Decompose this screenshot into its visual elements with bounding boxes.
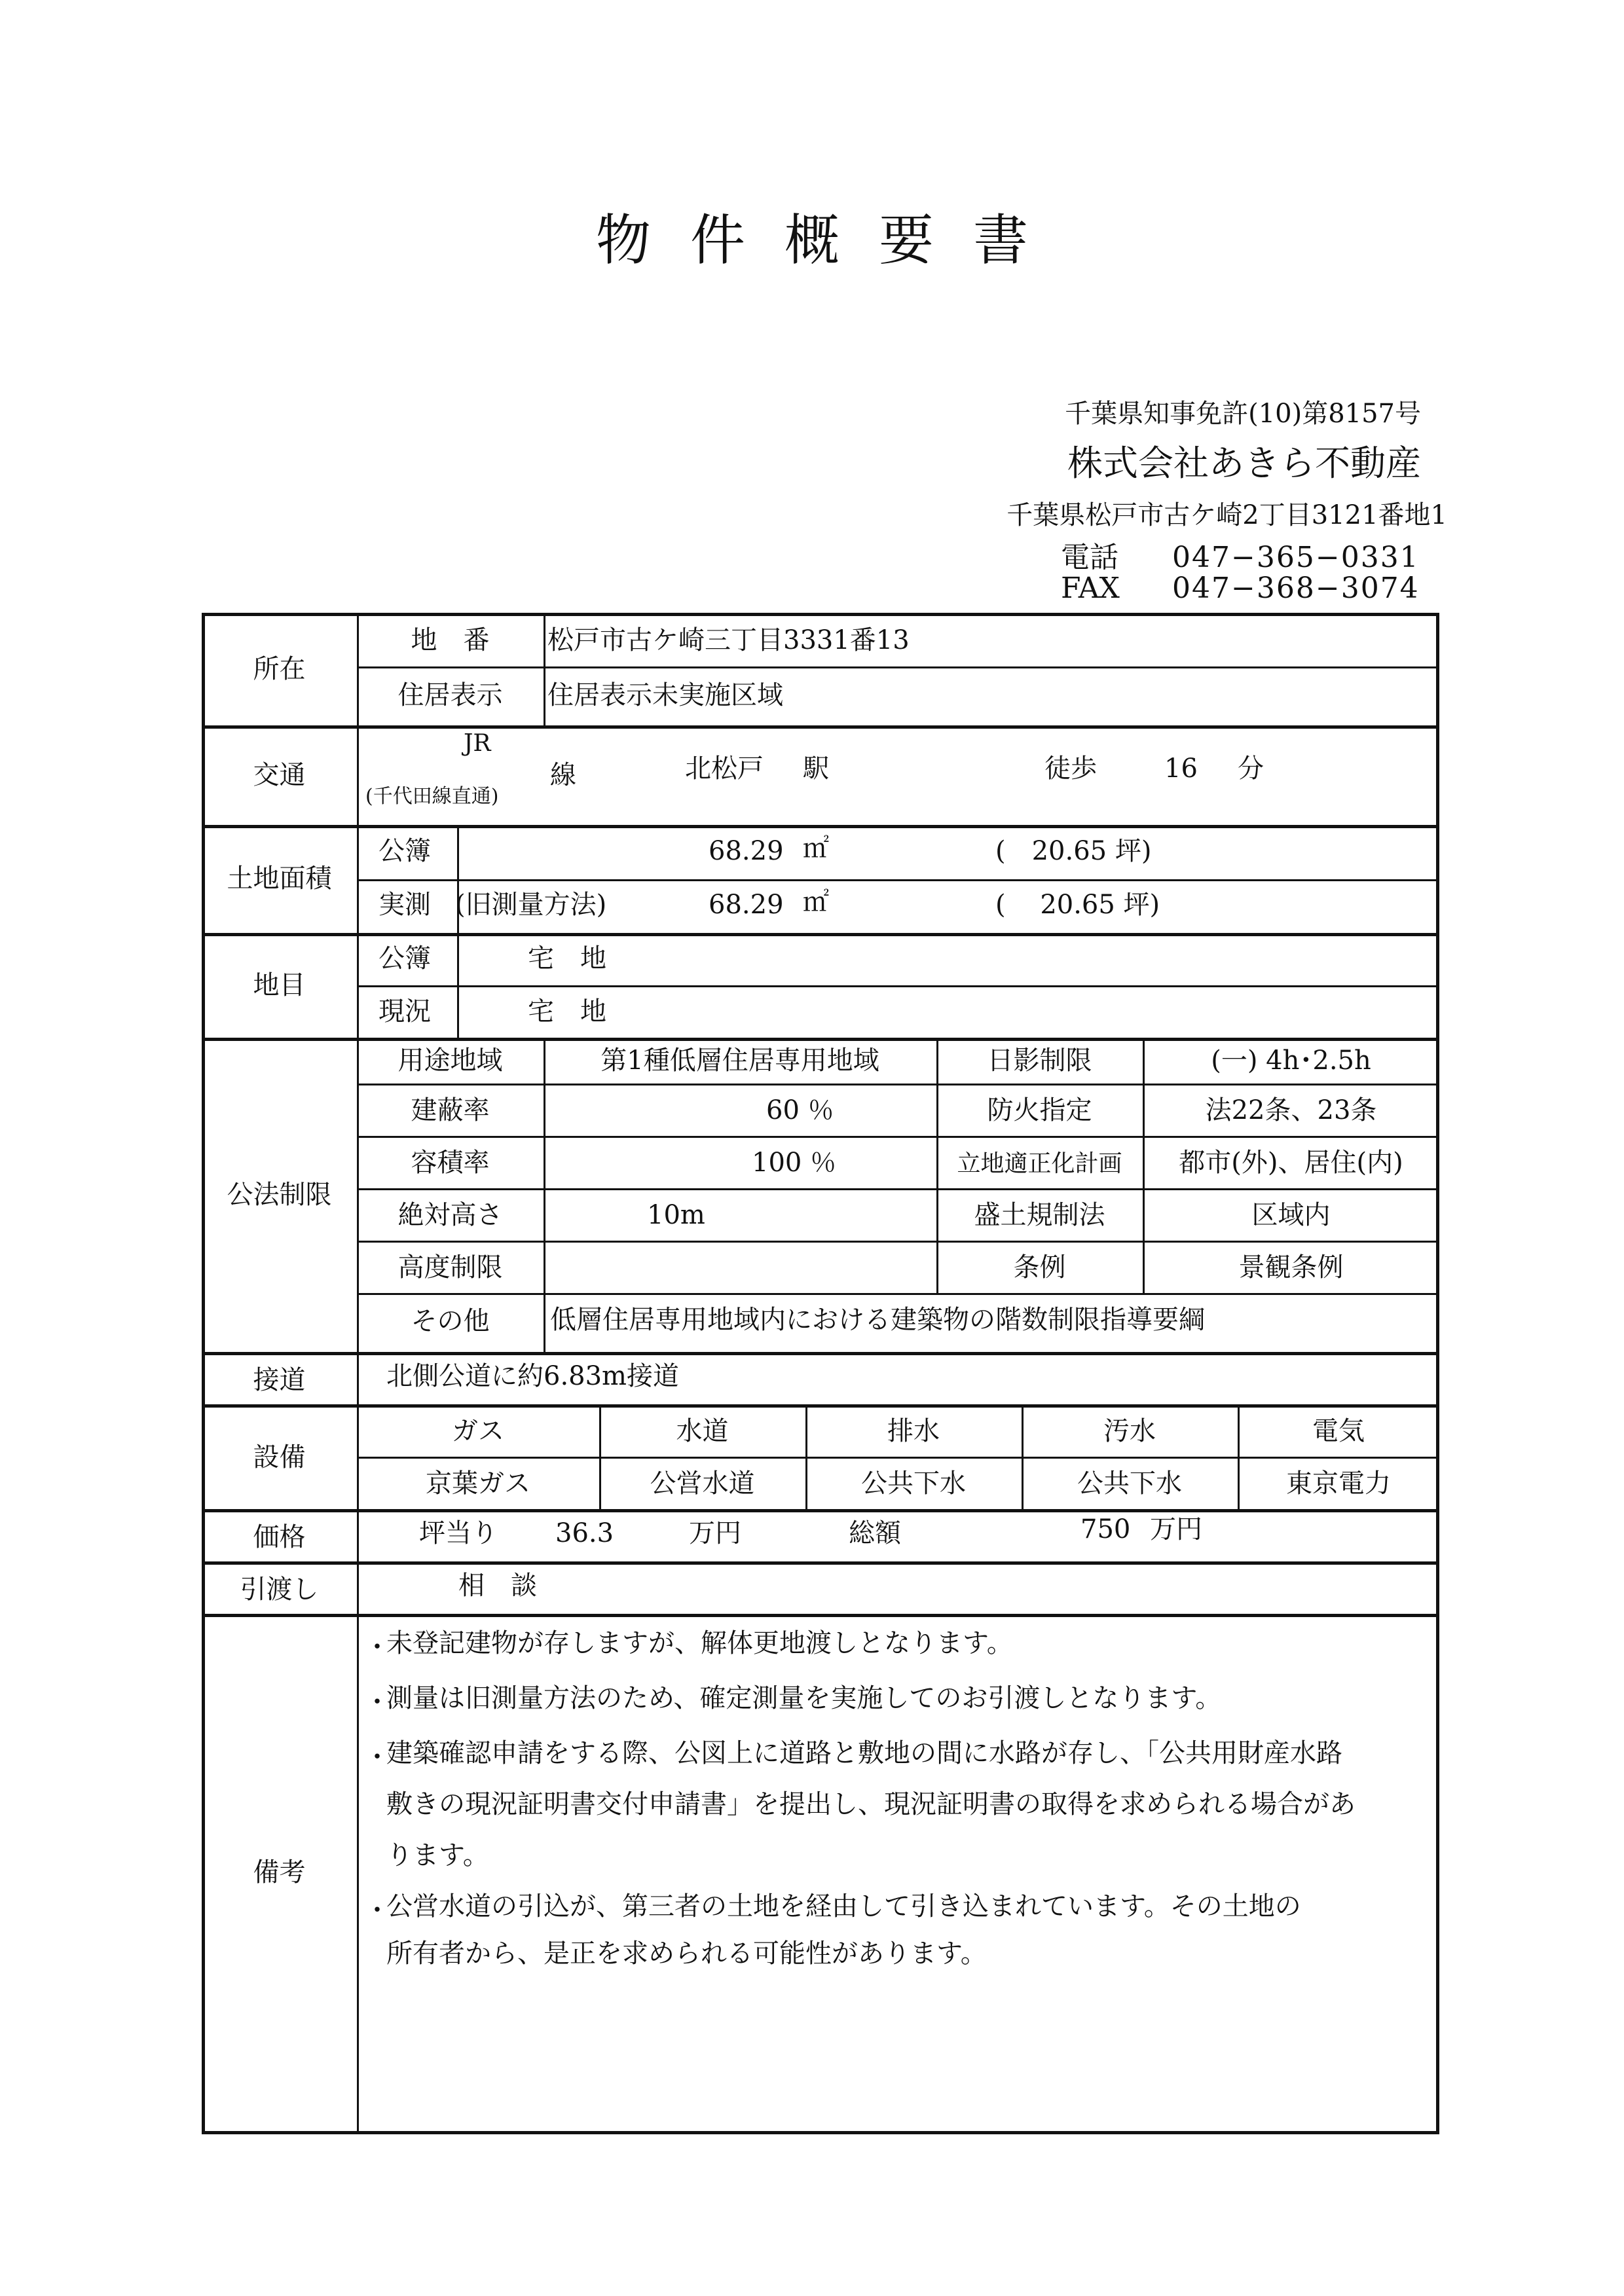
remark-bullet: ・: [364, 1895, 390, 1925]
transport-walk-label: 徒歩: [1044, 754, 1097, 784]
grid-line: [357, 1136, 1439, 1138]
handover-value: 相 談: [458, 1571, 537, 1601]
chimoku-label: 地目: [253, 970, 306, 1000]
price-tsubo-value: 36.3: [555, 1518, 614, 1548]
transport-minutes-unit: 分: [1238, 754, 1264, 784]
grid-line: [202, 1038, 1439, 1041]
sonota-value: 低層住居専用地域内における建築物の階数制限指導要綱: [550, 1305, 1205, 1335]
nichiei-value: (一) 4h･2.5h: [1211, 1046, 1371, 1076]
rittekika-value: 都市(外)、居住(内): [1179, 1148, 1403, 1178]
grid-line: [357, 1457, 1439, 1459]
grid-line: [202, 725, 1439, 729]
youto-value: 第1種低層住居専用地域: [600, 1046, 879, 1076]
sonota-label: その他: [411, 1306, 490, 1336]
facility-header-sewage: 汚水: [1103, 1416, 1156, 1446]
regulations-label: 公法制限: [227, 1180, 332, 1210]
morido-label: 盛土規制法: [974, 1200, 1105, 1230]
phone-number: 047−365−0331: [1172, 541, 1420, 574]
yoseki-value: 100 ％: [752, 1148, 837, 1178]
kobo-area-tsubo: ( 20.65 坪): [995, 836, 1152, 866]
grid-line: [357, 666, 1439, 668]
kobo-area-unit: ㎡: [803, 833, 829, 864]
grid-line: [357, 1084, 1439, 1085]
transport-label: 交通: [253, 760, 306, 790]
chiban-value: 松戸市古ケ崎三丁目3331番13: [547, 625, 910, 655]
grid-line: [202, 1509, 1439, 1512]
grid-line: [357, 985, 1439, 987]
handover-label: 引渡し: [240, 1575, 319, 1605]
remark-bullet: ・: [364, 1742, 390, 1772]
grid-line: [357, 1241, 1439, 1243]
bouka-label: 防火指定: [987, 1095, 1092, 1125]
transport-station: 北松戸: [685, 754, 764, 784]
fax-number: 047−368−3074: [1172, 572, 1420, 605]
remark-bullet: ・: [364, 1632, 390, 1662]
jissoku-area-tsubo: ( 20.65 坪): [995, 890, 1160, 920]
kobo-area-label: 公簿: [378, 836, 431, 866]
grid-line: [202, 825, 1439, 828]
road-label: 接道: [253, 1365, 306, 1395]
price-total-unit: 万円: [1150, 1514, 1202, 1544]
grid-line: [202, 1352, 1439, 1355]
price-tsubo-label: 坪当り: [419, 1518, 498, 1548]
price-total-value: 750: [1080, 1514, 1131, 1544]
chimoku-genkyo-label: 現況: [378, 996, 431, 1027]
grid-line: [202, 1404, 1439, 1408]
grid-line: [202, 1614, 1439, 1617]
grid-line: [357, 1293, 1439, 1295]
facility-value-electric: 東京電力: [1286, 1468, 1391, 1499]
grid-line: [544, 1038, 545, 1352]
facility-value-drain: 公共下水: [861, 1468, 966, 1499]
remark-line: 建築確認申請をする際、公図上に道路と敷地の間に水路が存し、「公共用財産水路: [386, 1738, 1342, 1768]
nichiei-label: 日影制限: [987, 1046, 1092, 1076]
jissoku-area-sqm: 68.29: [709, 890, 784, 920]
facility-header-gas: ガス: [452, 1416, 504, 1446]
remark-line: 公営水道の引込が、第三者の土地を経由して引き込まれています。その土地の: [386, 1891, 1301, 1922]
kobo-area-sqm: 68.29: [709, 836, 784, 866]
price-label: 価格: [253, 1522, 306, 1552]
transport-minutes: 16: [1164, 754, 1198, 784]
transport-station-suffix: 駅: [803, 754, 829, 784]
facilities-label: 設備: [253, 1442, 306, 1472]
transport-line-suffix: 線: [550, 760, 576, 790]
facility-value-water: 公営水道: [650, 1468, 755, 1499]
license-number: 千葉県知事免許(10)第8157号: [1065, 399, 1421, 429]
facility-header-drain: 排水: [887, 1416, 940, 1446]
jissoku-area-unit: ㎡: [803, 887, 829, 917]
grid-line: [202, 933, 1439, 936]
grid-line: [357, 613, 359, 2134]
road-value: 北側公道に約6.83m接道: [386, 1361, 679, 1391]
youto-label: 用途地域: [397, 1046, 503, 1076]
bouka-value: 法22条、23条: [1205, 1095, 1377, 1125]
grid-line: [544, 613, 545, 725]
company-address: 千葉県松戸市古ケ崎2丁目3121番地1: [1006, 500, 1447, 530]
company-phone: [1061, 534, 1421, 575]
grid-line: [457, 933, 459, 1038]
price-tsubo-unit: 万円: [689, 1518, 741, 1548]
facility-header-water: 水道: [676, 1416, 729, 1446]
phone-label: 電話: [1061, 541, 1118, 574]
jukyo-value: 住居表示未実施区域: [547, 680, 783, 710]
chimoku-kobo-value: 宅 地: [528, 943, 606, 974]
remark-line: 未登記建物が存しますが、解体更地渡しとなります。: [386, 1628, 1013, 1658]
location-label: 所在: [253, 654, 306, 684]
land-area-label: 土地面積: [227, 864, 332, 894]
remark-line: 所有者から、是正を求められる可能性があります。: [386, 1939, 987, 1969]
grid-line: [357, 879, 1439, 881]
remark-line: ります。: [386, 1840, 489, 1870]
zettai-value: 10m: [647, 1200, 705, 1230]
fax-label: FAX: [1061, 572, 1120, 605]
page-title: 物件概要書: [595, 208, 1067, 272]
chimoku-kobo-label: 公簿: [378, 943, 431, 974]
company-fax: [1061, 572, 1421, 605]
transport-line: JR: [464, 730, 491, 757]
remark-line: 敷きの現況証明書交付申請書」を提出し、現況証明書の取得を求められる場合があ: [386, 1789, 1356, 1819]
remark-bullet: ・: [364, 1687, 390, 1717]
facility-value-gas: 京葉ガス: [426, 1468, 530, 1499]
jourei-label: 条例: [1013, 1252, 1066, 1283]
remarks-label: 備考: [253, 1857, 306, 1887]
chimoku-genkyo-value: 宅 地: [528, 996, 606, 1027]
company-name: 株式会社あきら不動産: [1067, 443, 1421, 484]
zettai-label: 絶対高さ: [397, 1200, 503, 1230]
jissoku-area-note: (旧測量方法): [455, 890, 607, 920]
rittekika-label: 立地適正化計画: [957, 1150, 1122, 1177]
jukyo-label: 住居表示: [397, 680, 503, 710]
yoseki-label: 容積率: [411, 1148, 490, 1178]
transport-line-note: (千代田線直通): [365, 785, 499, 808]
morido-value: 区域内: [1251, 1200, 1331, 1230]
jourei-value: 景観条例: [1238, 1252, 1344, 1283]
koudo-label: 高度制限: [397, 1252, 503, 1283]
price-total-label: 総額: [849, 1518, 901, 1548]
kenpei-label: 建蔽率: [411, 1095, 490, 1125]
kenpei-value: 60 ％: [766, 1095, 834, 1125]
grid-line: [357, 1188, 1439, 1190]
jissoku-area-label: 実測: [378, 890, 431, 920]
facility-header-electric: 電気: [1312, 1416, 1365, 1446]
remark-line: 測量は旧測量方法のため、確定測量を実施してのお引渡しとなります。: [386, 1683, 1222, 1713]
facility-value-sewage: 公共下水: [1077, 1468, 1182, 1499]
chiban-label: 地 番: [411, 625, 490, 655]
grid-line: [202, 1561, 1439, 1565]
